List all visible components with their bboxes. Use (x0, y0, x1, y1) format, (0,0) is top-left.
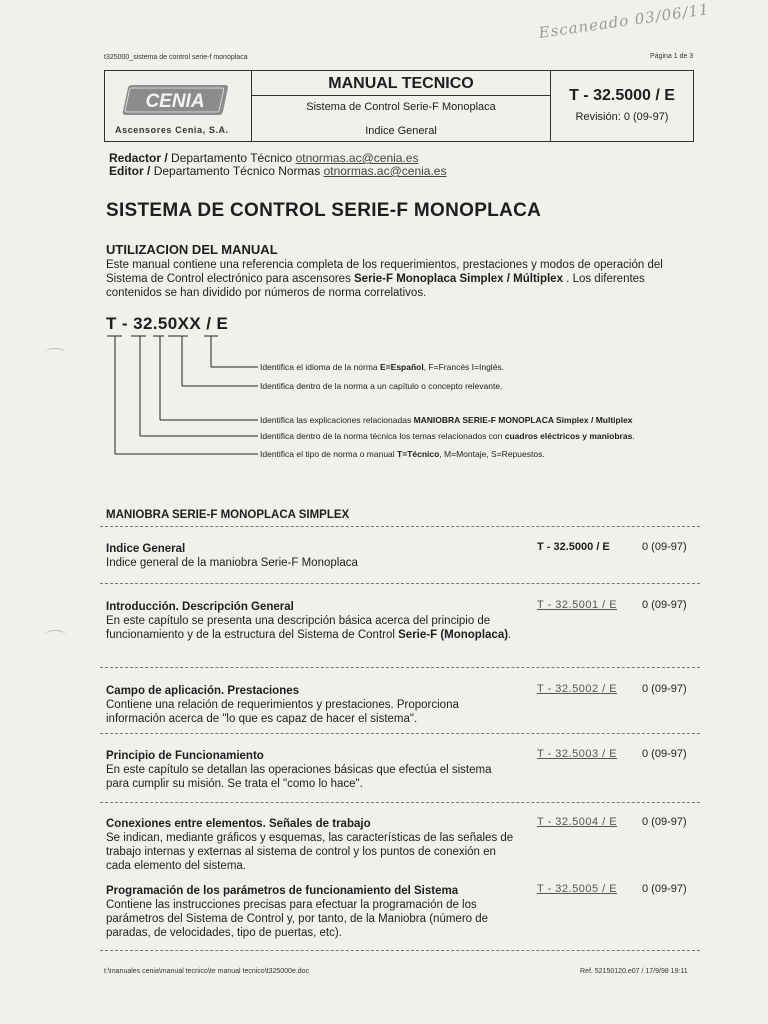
entry-revision: 0 (09-97) (642, 683, 687, 695)
usage-text-bold: Serie-F Monoplaca Simplex / Múltiplex (354, 273, 563, 285)
binder-mark (44, 630, 66, 641)
redactor-line (109, 151, 418, 165)
usage-title: UTILIZACION DEL MANUAL (106, 242, 278, 257)
entry-code-link[interactable]: T - 32.5005 / E (537, 883, 618, 895)
divider (100, 733, 700, 734)
entry-title: Principio de Funcionamiento (106, 750, 264, 762)
entry-desc: Indice general de la maniobra Serie-F Monoplaca (106, 557, 358, 569)
handwritten-note: Escaneado 03/06/11 (537, 0, 711, 42)
legend-language: Identifica el idioma de la norma E=Español, F=Francés I=Inglés. (260, 362, 505, 372)
entry-indice-general (106, 542, 516, 570)
title-cell (252, 71, 551, 141)
manual-index: Indice General (365, 125, 437, 137)
editor-email-link[interactable]: otnormas.ac@cenia.es (323, 164, 447, 178)
entry-programacion (106, 884, 516, 940)
divider (100, 667, 700, 668)
entry-introduccion (106, 600, 516, 642)
entry-code-link[interactable]: T - 32.5003 / E (537, 748, 618, 760)
entry-desc: En este capítulo se detallan las operaciones básicas que efectúa el sistema para cumplir su misión. Se trata el "como lo hace". (106, 764, 492, 790)
entry-principio (106, 749, 516, 791)
entry-conexiones (106, 817, 516, 873)
company-name: Ascensores Cenia, S.A. (115, 125, 229, 135)
entry-campo-aplicacion (106, 684, 516, 726)
redactor-label: Redactor / (109, 151, 168, 165)
entry-title: Introducción. Descripción General (106, 601, 294, 613)
manual-title: MANUAL TECNICO (328, 75, 474, 92)
entry-revision: 0 (09-97) (642, 816, 687, 828)
revision: Revisión: 0 (09-97) (575, 111, 669, 123)
entry-desc: Contiene una relación de requerimientos y prestaciones. Proporciona información acerca de "lo que es capaz de hacer el sistema". (106, 699, 459, 725)
entry-desc: Contiene las instrucciones precisas para efectuar la programación de los parámetros del Sistema de Control y, por tanto, de la Maniobra (número de paradas, de velocidades, tipo de puertas, etc). (106, 899, 489, 939)
editor-dept: Departamento Técnico Normas (153, 164, 321, 178)
legend-type: Identifica el tipo de norma o manual T=Técnico, M=Montaje, S=Repuestos. (260, 449, 545, 459)
entry-code-link[interactable]: T - 32.5004 / E (537, 816, 618, 828)
cenia-logo (119, 83, 233, 117)
entry-revision: 0 (09-97) (642, 883, 687, 895)
header-box (104, 70, 694, 142)
usage-text (106, 258, 694, 300)
usage-text-2: . Los diferentes contenidos se han dividido por números de norma correlativos. (106, 273, 645, 299)
entry-revision: 0 (09-97) (642, 541, 687, 553)
entry-title: Conexiones entre elementos. Señales de trabajo (106, 818, 371, 830)
entry-title: Campo de aplicación. Prestaciones (106, 685, 300, 697)
binder-mark (44, 348, 66, 359)
manual-subtitle: Sistema de Control Serie-F Monoplaca (306, 101, 496, 113)
footer-path: t:\manuales cenia\manual tecnico\te manual tecnico\t325000e.doc (104, 968, 310, 975)
divider (100, 583, 700, 584)
usage-text-1: Este manual contiene una referencia completa de los requerimientos, prestaciones y modos de operación del Sistema de Control electrónico para ascensores (106, 259, 663, 285)
entry-desc: Se indican, mediante gráficos y esquemas, las características de las señales de trabajo internas y externas al sistema de control y los puntos de conexión en cada elemento del sistema. (106, 832, 514, 872)
list-title: MANIOBRA SERIE-F MONOPLACA SIMPLEX (106, 509, 350, 521)
divider (252, 95, 550, 96)
editor-line (109, 164, 446, 178)
entry-title: Programación de los parámetros de funcionamiento del Sistema (106, 885, 459, 897)
file-name: t325000_sistema de control serie-f monoplaca (104, 54, 248, 61)
docno-cell (551, 71, 693, 141)
logo-text: CENIA (145, 91, 205, 112)
logo-cell (105, 71, 252, 141)
divider (100, 802, 700, 803)
document-number: T - 32.5000 / E (569, 87, 675, 104)
legend-maniobra: Identifica las explicaciones relacionadas MANIOBRA SERIE-F MONOPLACA Simplex / Multiplex (260, 415, 633, 425)
entry-desc: En este capítulo se presenta una descripción básica acerca del principio de funcionamiento y de la estructura del Sistema de Control Serie-F (Monoplaca). (106, 615, 512, 641)
divider (100, 526, 700, 527)
entry-revision: 0 (09-97) (642, 599, 687, 611)
entry-revision: 0 (09-97) (642, 748, 687, 760)
footer-ref: Ref. 52150120.e07 / 17/9/98 19:11 (580, 968, 688, 975)
redactor-email-link[interactable]: otnormas.ac@cenia.es (295, 151, 419, 165)
code-connector-lines (100, 334, 260, 458)
legend-chapter: Identifica dentro de la norma a un capítulo o concepto relevante. (260, 381, 503, 391)
legend-cuadros: Identifica dentro de la norma técnica los temas relacionados con cuadros eléctricos y maniobras. (260, 431, 635, 441)
page-number: Página 1 de 3 (650, 53, 694, 60)
divider (100, 950, 700, 951)
editor-label: Editor / (109, 164, 151, 178)
entry-code-link[interactable]: T - 32.5002 / E (537, 683, 618, 695)
redactor-dept: Departamento Técnico (171, 151, 293, 165)
entry-title: Indice General (106, 543, 186, 555)
entry-code-link[interactable]: T - 32.5001 / E (537, 599, 618, 611)
code-pattern: T - 32.50XX / E (106, 314, 229, 333)
entry-code: T - 32.5000 / E (537, 541, 610, 553)
main-title: SISTEMA DE CONTROL SERIE-F MONOPLACA (106, 200, 542, 221)
